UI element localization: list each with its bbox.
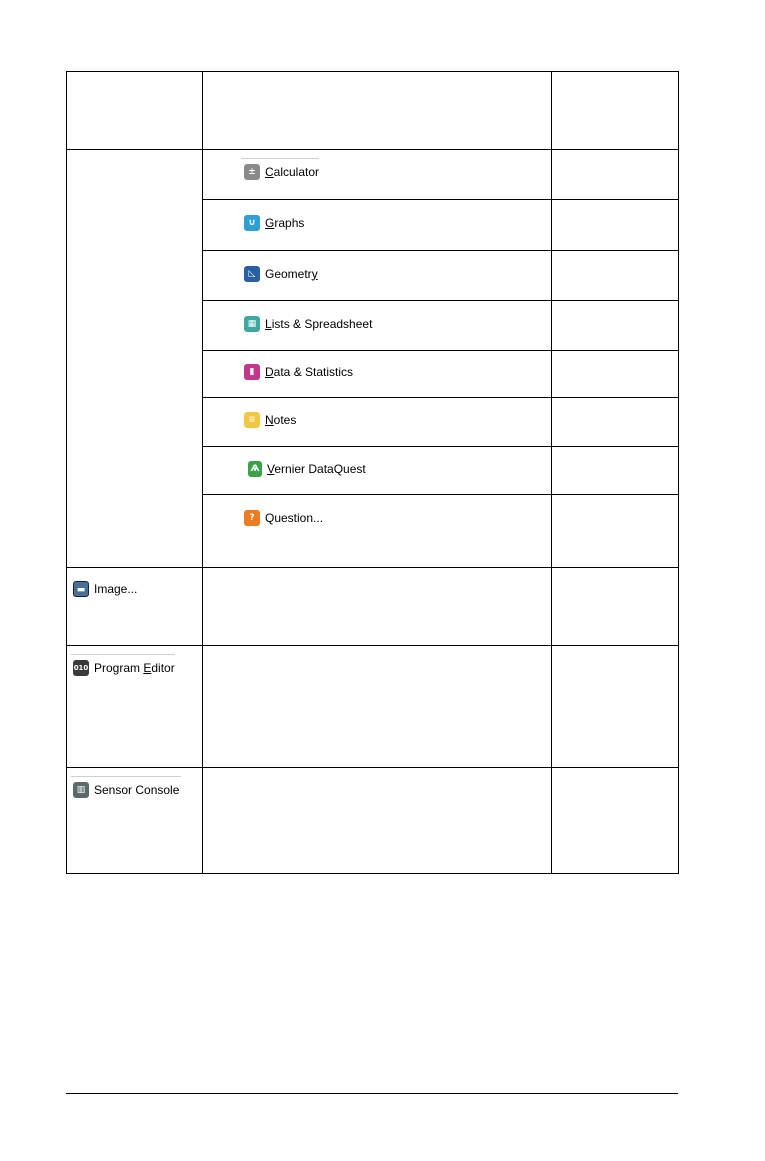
sensor-console-item[interactable] [73,782,179,798]
item-label: Sensor Console [94,782,180,797]
table-rule [203,494,678,495]
graphs-icon: ∪ [244,215,260,231]
lists-spreadsheet-icon: ▦ [244,316,260,332]
table-rule [67,645,678,646]
notes-icon: ≡ [244,412,260,428]
table-rule [67,873,678,874]
table-rule [203,350,678,351]
question-icon: ? [244,510,260,526]
item-label: Graphs [265,215,305,230]
table-rule [67,149,678,150]
feature-table [66,71,679,874]
program-editor-item[interactable] [73,660,175,676]
vernier-dataquest-icon: Ѧ [248,461,262,477]
item-label: Lists & Spreadsheet [265,316,373,331]
calculator-icon: ± [244,164,260,180]
notes-item[interactable] [244,412,296,428]
item-label: Program Editor [94,660,175,675]
program-editor-icon: 010 [73,660,89,676]
calculator-item[interactable] [244,164,319,180]
item-label: Vernier DataQuest [267,461,366,476]
table-rule [67,567,678,568]
column-rule [202,71,203,874]
data-statistics-item[interactable] [244,364,353,380]
geometry-icon: ◺ [244,266,260,282]
graphs-item[interactable] [244,215,304,231]
item-label: Image... [94,581,138,596]
question-item[interactable] [244,510,323,526]
item-label: Calculator [265,164,320,179]
table-rule [203,397,678,398]
item-label: Geometry [265,266,318,281]
image-item[interactable] [73,581,137,597]
table-rule [67,767,678,768]
item-label: Question... [265,510,324,525]
lists-spreadsheet-item[interactable] [244,316,372,332]
column-rule [551,71,552,874]
table-rule [203,300,678,301]
table-rule [67,71,678,72]
image-icon: ▬ [73,581,89,597]
geometry-item[interactable] [244,266,318,282]
table-rule [203,250,678,251]
data-statistics-icon: ▮ [244,364,260,380]
table-rule [203,446,678,447]
item-label: Notes [265,412,297,427]
footer-rule [66,1093,678,1094]
sensor-console-icon: ▥ [73,782,89,798]
vernier-dataquest-item[interactable] [248,461,366,477]
item-label: Data & Statistics [265,364,354,379]
table-rule [203,199,678,200]
